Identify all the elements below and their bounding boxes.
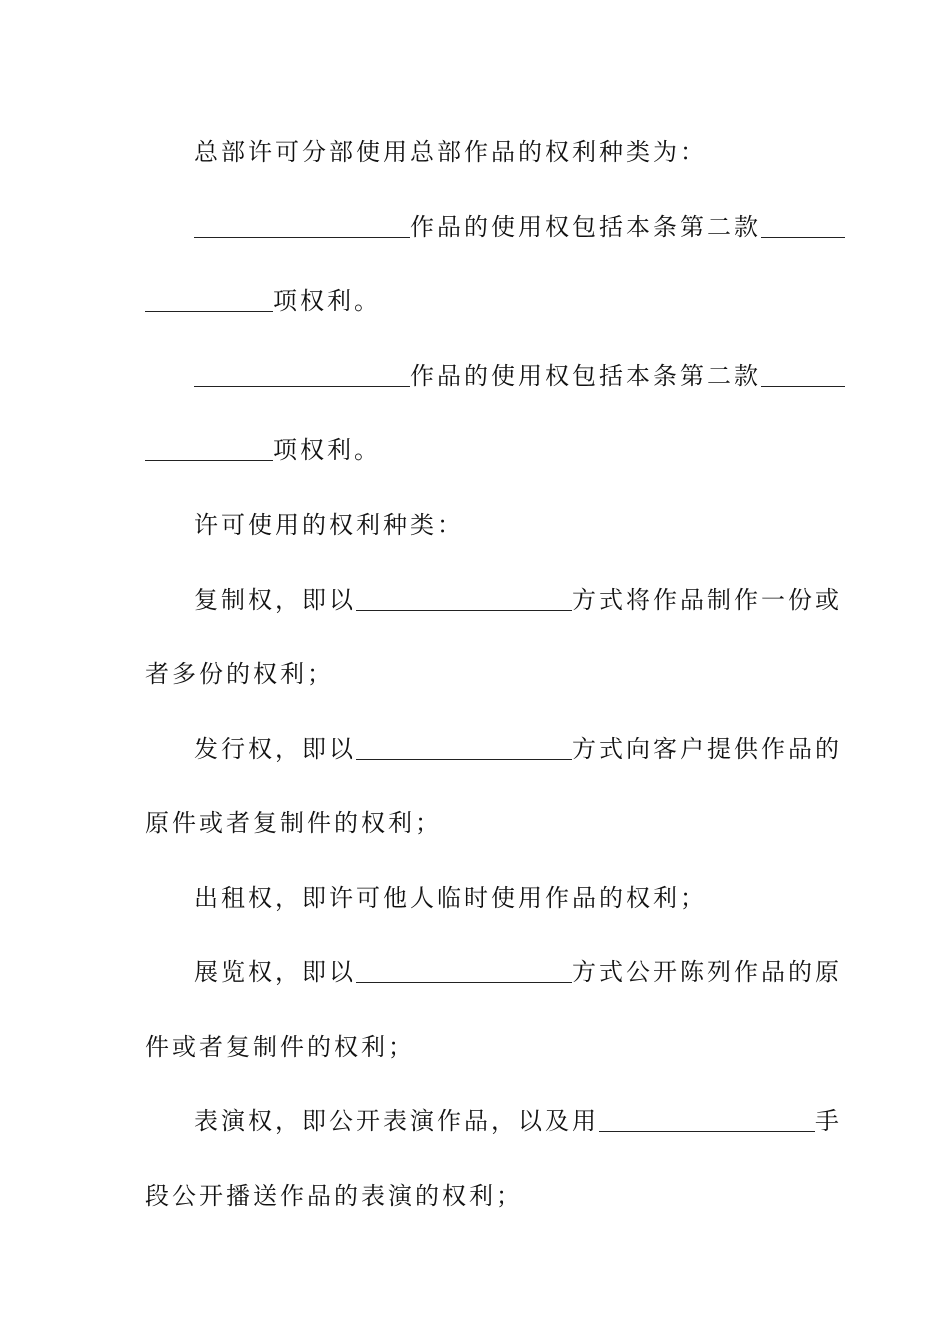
heading-licensed-rights <box>145 505 810 545</box>
fill-blank <box>194 211 410 238</box>
paragraph-usage-right-2 <box>145 356 810 396</box>
text: 段公开播送作品的表演的权利； <box>145 1182 523 1210</box>
fill-blank <box>356 584 572 611</box>
paragraph-rental-right <box>145 878 810 918</box>
text: 手 <box>815 1107 842 1135</box>
paragraph-exhibition-right <box>145 952 842 992</box>
text: 原件或者复制件的权利； <box>145 809 442 837</box>
text: 方式公开陈列作品的原 <box>572 958 842 986</box>
paragraph-usage-right-2-cont <box>145 430 810 470</box>
fill-blank <box>599 1105 815 1132</box>
text: 作品的使用权包括本条第二款 <box>410 213 761 241</box>
text: 表演权，即公开表演作品，以及用 <box>194 1107 599 1135</box>
text: 许可使用的权利种类： <box>194 511 464 539</box>
paragraph-exhibition-right-cont <box>145 1027 810 1067</box>
fill-blank <box>194 360 410 387</box>
paragraph-distribution-right-cont <box>145 803 810 843</box>
text: 总部许可分部使用总部作品的权利种类为： <box>194 138 707 166</box>
paragraph-rights-intro <box>145 132 810 172</box>
text: 者多份的权利； <box>145 660 334 688</box>
text: 作品的使用权包括本条第二款 <box>410 362 761 390</box>
paragraph-performance-right <box>145 1101 842 1141</box>
text: 项权利。 <box>273 287 381 315</box>
fill-blank <box>356 956 572 983</box>
paragraph-reproduction-right-cont <box>145 654 810 694</box>
text: 复制权，即以 <box>194 586 356 614</box>
fill-blank <box>761 360 845 387</box>
text: 件或者复制件的权利； <box>145 1033 415 1061</box>
paragraph-distribution-right <box>145 729 842 769</box>
fill-blank <box>145 434 273 461</box>
fill-blank <box>761 211 845 238</box>
text: 出租权，即许可他人临时使用作品的权利； <box>194 884 707 912</box>
text: 展览权，即以 <box>194 958 356 986</box>
fill-blank <box>356 733 572 760</box>
text: 项权利。 <box>273 436 381 464</box>
paragraph-reproduction-right <box>145 580 842 620</box>
fill-blank <box>145 285 273 312</box>
text: 方式向客户提供作品的 <box>572 735 842 763</box>
paragraph-usage-right-1 <box>145 207 810 247</box>
paragraph-usage-right-1-cont <box>145 281 810 321</box>
paragraph-performance-right-cont <box>145 1176 810 1216</box>
text: 方式将作品制作一份或 <box>572 586 842 614</box>
text: 发行权，即以 <box>194 735 356 763</box>
